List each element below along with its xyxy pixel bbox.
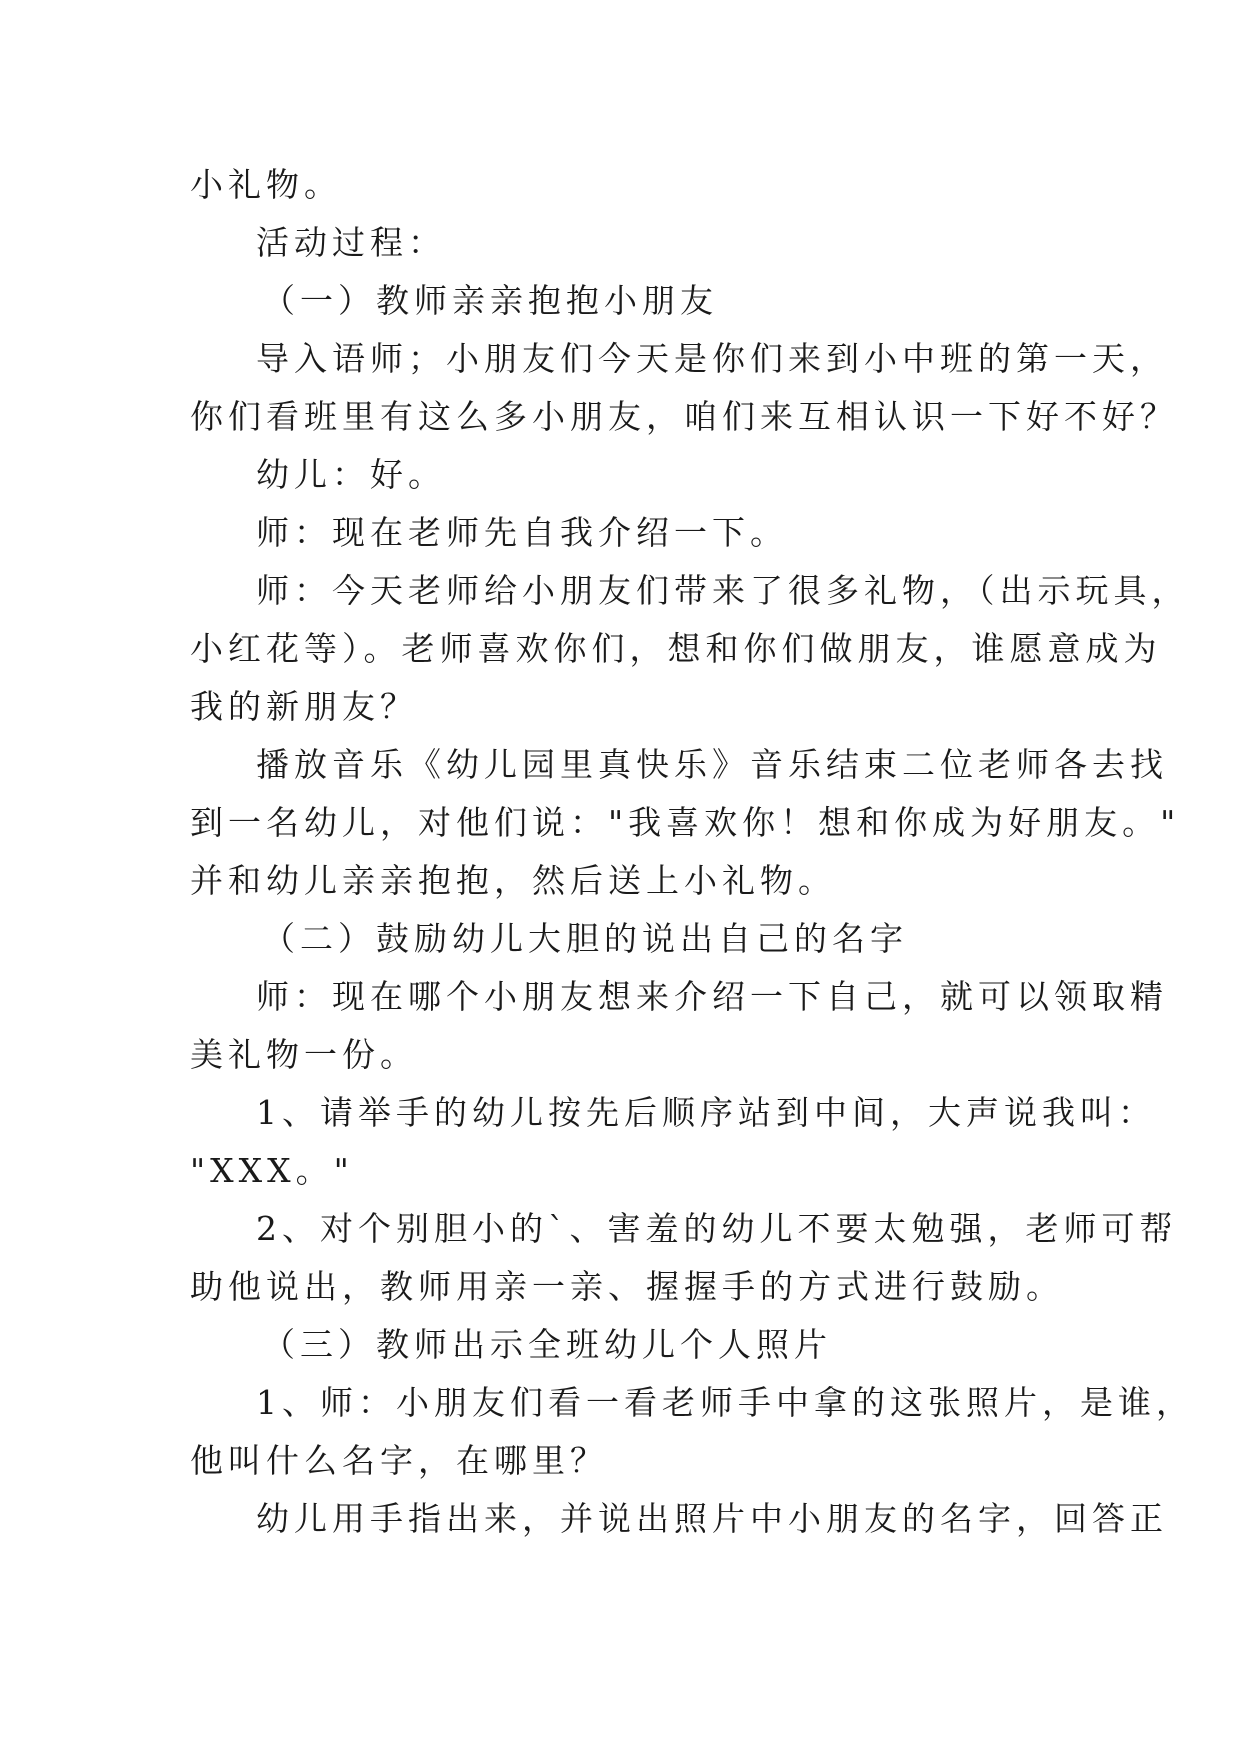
paragraph-line: "XXX。" xyxy=(190,1151,354,1190)
paragraph-line: 美礼物一份。 xyxy=(190,1035,418,1074)
paragraph-line: 幼儿用手指出来，并说出照片中小朋友的名字，回答正 xyxy=(256,1499,1168,1538)
paragraph-line: 小礼物。 xyxy=(190,165,342,204)
paragraph-line: 到一名幼儿，对他们说："我喜欢你！想和你成为好朋友。" xyxy=(190,803,1181,842)
paragraph-line: 师：现在老师先自我介绍一下。 xyxy=(256,513,788,552)
paragraph-line: 播放音乐《幼儿园里真快乐》音乐结束二位老师各去找 xyxy=(256,745,1168,784)
paragraph-line: 他叫什么名字，在哪里？ xyxy=(190,1441,608,1480)
section-heading: （二）鼓励幼儿大胆的说出自己的名字 xyxy=(262,919,908,958)
paragraph-line: 小红花等）。老师喜欢你们，想和你们做朋友，谁愿意成为 xyxy=(190,629,1162,668)
paragraph-line: 导入语师；小朋友们今天是你们来到小中班的第一天， xyxy=(256,339,1168,378)
paragraph-line: 活动过程： xyxy=(256,223,446,262)
paragraph-line: 1、请举手的幼儿按先后顺序站到中间，大声说我叫： xyxy=(256,1093,1156,1132)
paragraph-line: 师：今天老师给小朋友们带来了很多礼物，（出示玩具， xyxy=(256,571,1190,610)
paragraph-line: 师：现在哪个小朋友想来介绍一下自己，就可以领取精 xyxy=(256,977,1168,1016)
paragraph-line: 并和幼儿亲亲抱抱，然后送上小礼物。 xyxy=(190,861,836,900)
paragraph-line: 1、师：小朋友们看一看老师手中拿的这张照片，是谁， xyxy=(256,1383,1194,1422)
paragraph-line: 你们看班里有这么多小朋友，咱们来互相认识一下好不好？ xyxy=(190,397,1178,436)
paragraph-line: 助他说出，教师用亲一亲、握握手的方式进行鼓励。 xyxy=(190,1267,1064,1306)
paragraph-line: 我的新朋友？ xyxy=(190,687,418,726)
section-heading: （三）教师出示全班幼儿个人照片 xyxy=(262,1325,832,1364)
paragraph-line: 2、对个别胆小的`、害羞的幼儿不要太勉强，老师可帮 xyxy=(256,1209,1178,1248)
section-heading: （一）教师亲亲抱抱小朋友 xyxy=(262,281,718,320)
paragraph-line: 幼儿：好。 xyxy=(256,455,446,494)
document-body xyxy=(190,156,1194,1548)
